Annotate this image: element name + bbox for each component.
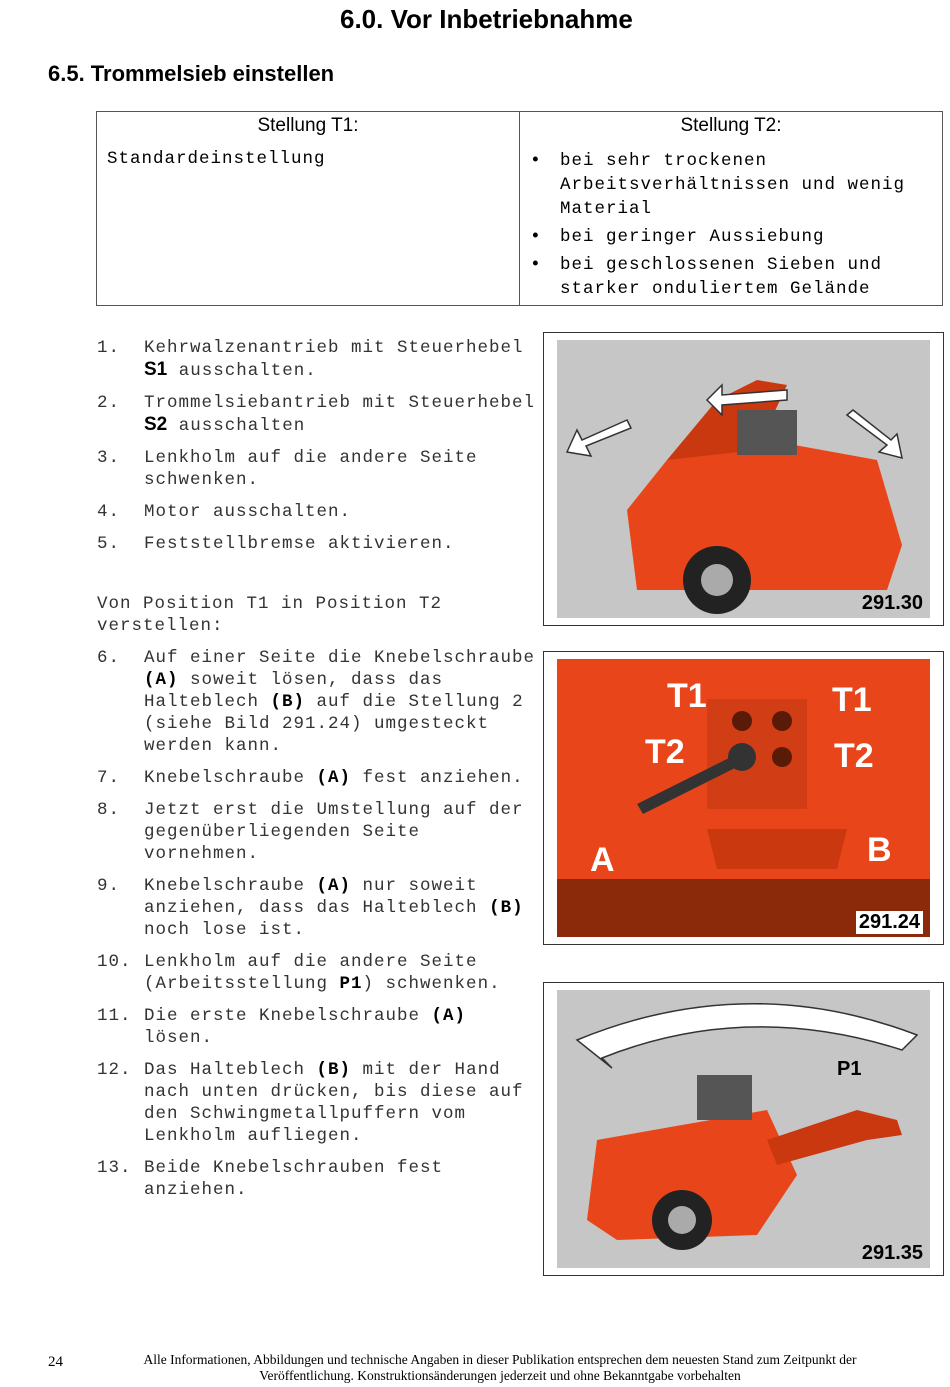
step-text: Jetzt erst die Umstellung auf der gegenüberliegenden Seite vornehmen. xyxy=(144,800,524,864)
swing-illustration xyxy=(557,990,930,1268)
machine-illustration xyxy=(557,340,930,618)
engine-block xyxy=(737,410,797,455)
photo-machine-swing xyxy=(557,990,930,1268)
step-text: soweit lösen, dass das Halteblech xyxy=(144,670,444,712)
section-title: 6.5. Trommelsieb einstellen xyxy=(48,61,335,86)
step-3 xyxy=(97,447,537,491)
step-number: 11. xyxy=(97,1006,132,1026)
step-11 xyxy=(97,1005,537,1049)
ref-a: (A) xyxy=(316,768,352,788)
callout-t1-right: T1 xyxy=(832,681,872,719)
step-text: Knebelschraube xyxy=(144,768,317,788)
step-6 xyxy=(97,647,537,757)
step-number: 6. xyxy=(97,648,121,668)
lever-key: S2 xyxy=(144,414,168,435)
arrow-swing-right-icon xyxy=(847,410,902,458)
figure-label: 291.30 xyxy=(861,592,923,614)
t1-cell xyxy=(97,112,520,306)
step-text: Beide Knebelschrauben fest anziehen. xyxy=(144,1158,444,1200)
step-number: 13. xyxy=(97,1158,132,1178)
engine-block xyxy=(697,1075,752,1120)
intro-paragraph: Von Position T1 in Position T2 verstellen: xyxy=(97,594,443,636)
step-8 xyxy=(97,799,537,865)
step-9 xyxy=(97,875,537,941)
chapter-title: 6.0. Vor Inbetriebnahme xyxy=(340,4,633,34)
step-text: nur soweit anziehen, dass das Halteblech xyxy=(144,876,490,918)
t2-cell xyxy=(520,112,943,306)
t2-bullet: • bei geringer Aussiebung xyxy=(560,225,942,249)
slot-t2-right xyxy=(772,747,792,767)
callout-p1: P1 xyxy=(837,1058,862,1080)
callout-t1-left: T1 xyxy=(667,677,707,715)
figure-label: 291.35 xyxy=(861,1242,923,1264)
step-text: mit der Hand nach unten drücken, bis diese auf den Schwingmetallpuffern vom Lenkholm aufliegen. xyxy=(144,1060,524,1146)
slot-t1-right xyxy=(772,711,792,731)
callout-b: B xyxy=(867,831,892,869)
t2-bullet: • bei sehr trockenen Arbeitsverhältnissen und wenig Material xyxy=(560,149,942,221)
t2-header: Stellung T2: xyxy=(680,115,782,136)
step-text: lösen. xyxy=(144,1028,214,1048)
ref-a: (A) xyxy=(431,1006,467,1026)
step-text: fest anziehen. xyxy=(351,768,524,788)
swing-arrow-icon xyxy=(577,1004,917,1068)
step-7 xyxy=(97,767,537,789)
step-text: ausschalten. xyxy=(167,361,317,381)
ref-a: (A) xyxy=(316,876,352,896)
handle-frame xyxy=(767,1110,902,1165)
step-13 xyxy=(97,1157,537,1201)
figure-291-35 xyxy=(543,982,944,1276)
t2-bullet: • bei geschlossenen Sieben und starker onduliertem Gelände xyxy=(560,253,942,301)
holding-plate xyxy=(707,829,847,869)
photo-closeup xyxy=(557,659,930,937)
step-text: Kehrwalzenantrieb mit Steuerhebel xyxy=(144,338,524,358)
figure-label: 291.24 xyxy=(856,911,923,934)
step-text: ausschalten xyxy=(167,416,306,436)
photo-machine-side xyxy=(557,340,930,618)
step-number: 3. xyxy=(97,448,121,468)
step-number: 4. xyxy=(97,502,121,522)
step-5 xyxy=(97,533,537,555)
instruction-steps xyxy=(97,337,537,1211)
step-number: 10. xyxy=(97,952,132,972)
step-number: 1. xyxy=(97,338,121,358)
step-4 xyxy=(97,501,537,523)
step-text: ) schwenken. xyxy=(362,974,501,994)
figure-291-30 xyxy=(543,332,944,626)
step-12 xyxy=(97,1059,537,1147)
callout-t2-left: T2 xyxy=(645,733,685,771)
step-text: Trommelsiebantrieb mit Steuerhebel xyxy=(144,393,536,413)
step-number: 8. xyxy=(97,800,121,820)
step-number: 2. xyxy=(97,393,121,413)
ref-p1: P1 xyxy=(339,974,363,994)
callout-t2-right: T2 xyxy=(834,737,874,775)
slot-t1-left xyxy=(732,711,752,731)
lever-key: S1 xyxy=(144,359,168,380)
arrow-swing-left-icon xyxy=(567,420,631,456)
step-text: Auf einer Seite die Knebelschraube xyxy=(144,648,536,668)
ref-b: (B) xyxy=(489,898,524,918)
ref-b: (B) xyxy=(270,692,306,712)
step-1 xyxy=(97,337,537,382)
step-text: Lenkholm auf die andere Seite (Arbeitsstellung xyxy=(144,952,478,994)
ref-b: (B) xyxy=(316,1060,352,1080)
step-text: Das Halteblech xyxy=(144,1060,317,1080)
step-text: Knebelschraube xyxy=(144,876,317,896)
step-number: 5. xyxy=(97,534,121,554)
t2-bullet-list xyxy=(520,149,942,301)
step-number: 12. xyxy=(97,1060,132,1080)
step-text: Feststellbremse aktivieren. xyxy=(144,534,455,554)
step-number: 7. xyxy=(97,768,121,788)
page-number: 24 xyxy=(48,1354,63,1370)
callout-a: A xyxy=(590,841,615,879)
position-table xyxy=(96,111,943,306)
step-number: 9. xyxy=(97,876,121,896)
closeup-illustration xyxy=(557,659,930,937)
step-text: auf die Stellung 2 (siehe Bild 291.24) umgesteckt werden kann. xyxy=(144,692,524,756)
t1-header: Stellung T1: xyxy=(257,115,359,136)
ref-a: (A) xyxy=(144,670,179,690)
step-text: Motor ausschalten. xyxy=(144,502,352,522)
machine-body xyxy=(627,440,902,590)
footer-disclaimer: Alle Informationen, Abbildungen und technische Angaben in dieser Publikation entsprechen dem neuesten Stand zum Zeitpunkt der Veröffentlichung. Konstruktionsänderungen jederzeit und ohne Bekanntgabe vorbehalten xyxy=(143,1352,857,1383)
t1-text: Standardeinstellung xyxy=(107,149,326,169)
figure-291-24 xyxy=(543,651,944,945)
step-text: Lenkholm auf die andere Seite schwenken. xyxy=(144,448,478,490)
step-text: noch lose ist. xyxy=(144,920,306,940)
step-text: Die erste Knebelschraube xyxy=(144,1006,432,1026)
step-10 xyxy=(97,951,537,995)
step-2 xyxy=(97,392,537,437)
